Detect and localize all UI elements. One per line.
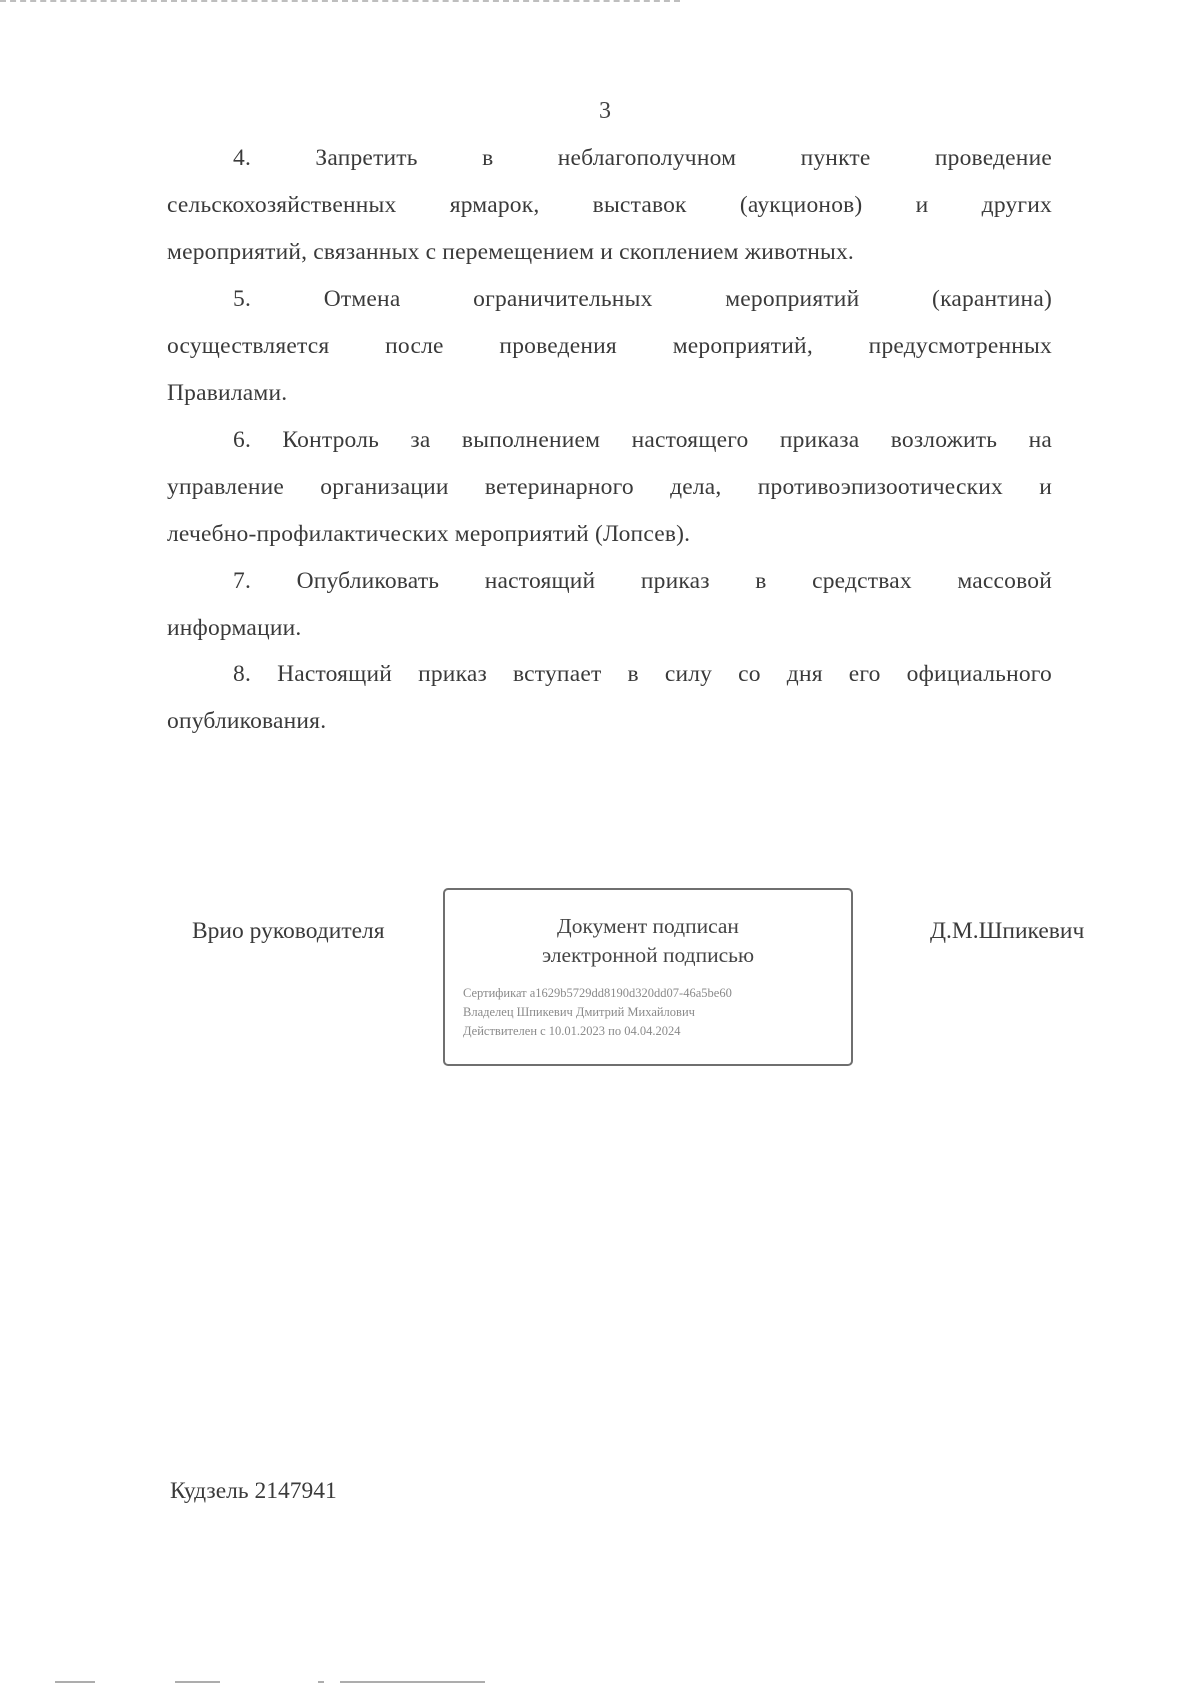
stamp-owner: Владелец Шпикевич Дмитрий Михайлович [463,1005,695,1019]
executor-note: Кудзель 2147941 [170,1478,337,1504]
paragraph-line: Правилами. [167,380,288,406]
paragraph-line: 6. Контроль за выполнением настоящего приказа возложить на [233,427,1052,453]
paragraph-line: лечебно-профилактических мероприятий (Лопсев). [167,521,691,547]
scan-artifact-bottom [318,1681,324,1683]
paragraph-line: 8. Настоящий приказ вступает в силу со дня его официального [233,661,1052,687]
scan-artifact-bottom [340,1681,485,1683]
stamp-title-line: Документ подписан [557,914,739,938]
scan-artifact-bottom [55,1681,95,1683]
paragraph-5 [167,276,1052,417]
paragraph-line: управление организации ветеринарного дела, противоэпизоотических и [167,474,1052,500]
paragraph-line: информации. [167,615,302,641]
paragraph-line: мероприятий, связанных с перемещением и скоплением животных. [167,239,855,265]
stamp-title-line: электронной подписью [541,943,755,967]
paragraph-line: опубликования. [167,708,327,734]
scan-artifact-top [0,0,680,4]
paragraph-8 [167,651,1052,745]
stamp-certificate: Сертификат a1629b5729dd8190d320dd07-46a5be60 [463,986,732,1000]
paragraph-6 [167,417,1052,558]
signer-title: Врио руководителя [192,918,385,944]
paragraph-line: осуществляется после проведения мероприятий, предусмотренных [167,333,1052,359]
paragraph-7 [167,558,1052,652]
paragraph-line: 7. Опубликовать настоящий приказ в средствах массовой [233,568,1052,594]
paragraph-line: 5. Отмена ограничительных мероприятий (карантина) [233,286,1052,312]
page-number: 3 [599,98,611,124]
signer-name: Д.М.Шпикевич [930,918,1085,944]
paragraph-4 [167,135,1052,276]
paragraph-line: 4. Запретить в неблагополучном пункте проведение [233,145,1052,171]
electronic-signature-stamp [443,888,853,1066]
stamp-validity: Действителен с 10.01.2023 по 04.04.2024 [463,1024,681,1038]
scan-artifact-bottom [175,1681,220,1683]
paragraph-line: сельскохозяйственных ярмарок, выставок (аукционов) и других [167,192,1052,218]
stamp-title [445,912,851,970]
